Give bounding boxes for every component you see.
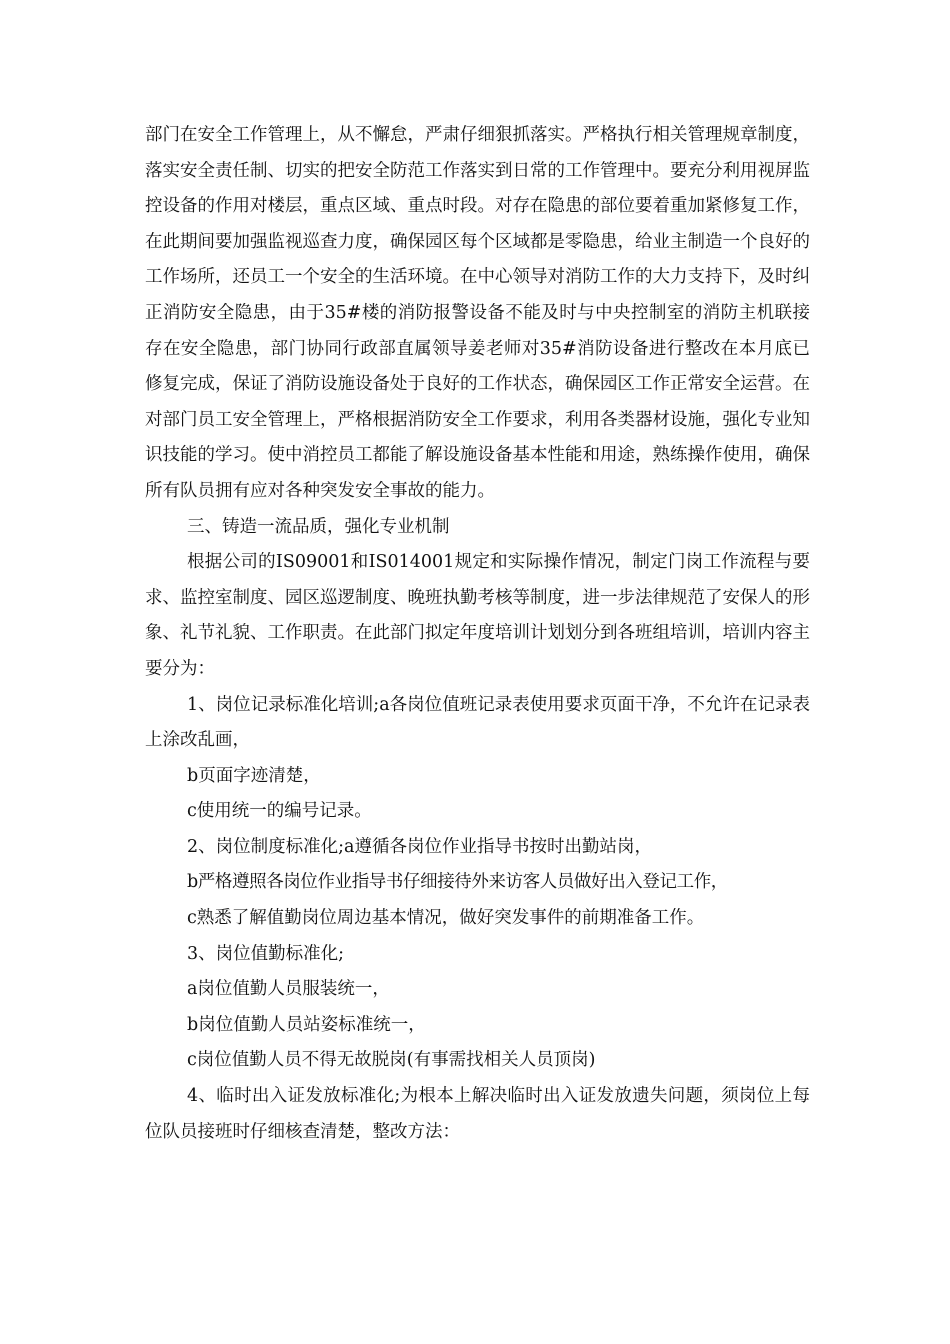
list-item-2c: c熟悉了解值勤岗位周边基本情况，做好突发事件的前期准备工作。 — [187, 908, 705, 929]
document-body — [145, 118, 810, 1150]
paragraph-iso-standards: 根据公司的IS09001和IS014001规定和实际操作情况，制定门岗工作流程与要求、监控室制度、园区巡逻制度、晚班执勤考核等制度，进一步法律规范了安保人的形象、礼节礼貌、工作职责。在此部门拟定年度培训计划划分到各班组培训，培训内容主要分为： — [145, 552, 810, 679]
paragraph-safety-management: 部门在安全工作管理上，从不懈怠，严肃仔细狠抓落实。严格执行相关管理规章制度，落实安全责任制、切实的把安全防范工作落实到日常的工作管理中。要充分利用视屏监控设备的作用对楼层，重点区域、重点时段。对存在隐患的部位要着重加紧修复工作，在此期间要加强监视巡查力度，确保园区每个区域都是零隐患，给业主制造一个良好的工作场所，还员工一个安全的生活环境。在中心领导对消防工作的大力支持下，及时纠正消防安全隐患，由于35#楼的消防报警设备不能及时与中央控制室的消防主机联接存在安全隐患，部门协同行政部直属领导姜老师对35#消防设备进行整改在本月底已修复完成，保证了消防设施设备处于良好的工作状态，确保园区工作正常安全运营。在对部门员工安全管理上，严格根据消防安全工作要求，利用各类器材设施，强化专业知识技能的学习。使中消控员工都能了解设施设备基本性能和用途，熟练操作使用，确保所有队员拥有应对各种突发安全事故的能力。 — [145, 125, 810, 501]
list-item-3c: c岗位值勤人员不得无故脱岗(有事需找相关人员顶岗) — [187, 1050, 596, 1071]
list-item-4: 4、临时出入证发放标准化;为根本上解决临时出入证发放遗失问题，须岗位上每位队员接班时仔细核查清楚，整改方法： — [145, 1086, 810, 1142]
section-heading-three: 三、铸造一流品质，强化专业机制 — [187, 516, 450, 537]
list-item-3: 3、岗位值勤标准化; — [187, 943, 345, 964]
list-item-1c: c使用统一的编号记录。 — [187, 801, 372, 822]
list-item-1b: b页面字迹清楚， — [187, 765, 321, 786]
list-item-3b: b岗位值勤人员站姿标准统一， — [187, 1014, 426, 1035]
list-item-2: 2、岗位制度标准化;a遵循各岗位作业指导书按时出勤站岗， — [187, 836, 652, 857]
list-item-3a: a岗位值勤人员服装统一， — [187, 979, 390, 1000]
list-item-1: 1、岗位记录标准化培训;a各岗位值班记录表使用要求页面干净，不允许在记录表上涂改乱画， — [145, 694, 810, 751]
list-item-2b: b严格遵照各岗位作业指导书仔细接待外来访客人员做好出入登记工作， — [187, 872, 728, 893]
